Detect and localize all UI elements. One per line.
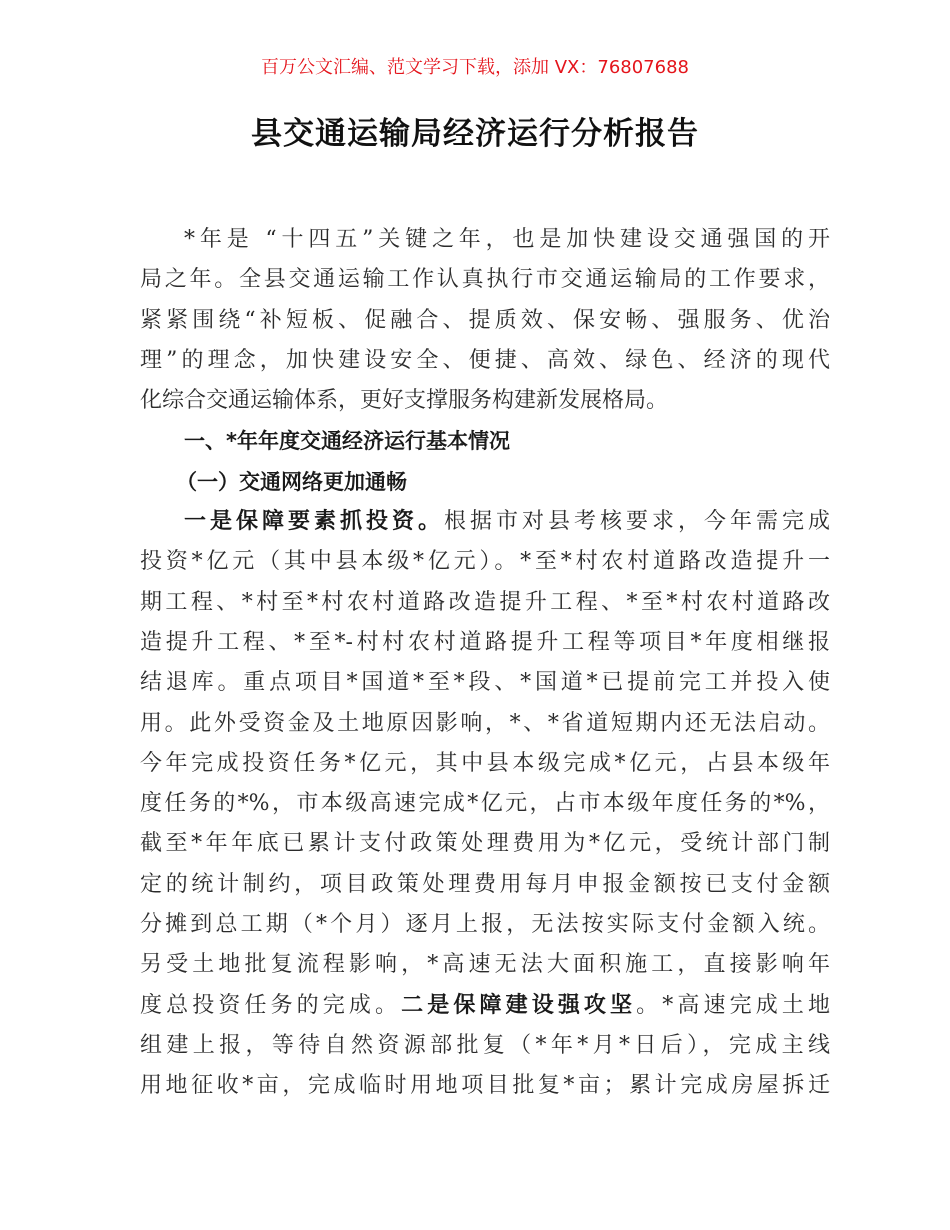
paragraph-line xyxy=(140,986,830,1026)
paragraph-line: 定的统计制约，项目政策处理费用每月申报金额按已支付金额 xyxy=(140,871,830,897)
watermark-banner: 百万公文汇编、范文学习下载，添加 VX：76807688 xyxy=(261,57,689,78)
paragraph-line: 组建上报，等待自然资源部批复（*年*月*日后），完成主线 xyxy=(140,1032,830,1058)
section-heading: 一、*年年度交通经济运行基本情况 xyxy=(184,429,510,454)
paragraph-line: 期工程、*村至*村农村道路改造提升工程、*至*村农村道路改 xyxy=(140,589,830,615)
point-lead: 二是保障建设强攻坚 xyxy=(401,992,637,1018)
document-title: 县交通运输局经济运行分析报告 xyxy=(251,116,699,152)
paragraph-line: 今年完成投资任务*亿元，其中县本级完成*亿元，占县本级年 xyxy=(140,750,830,776)
paragraph-line: 分摊到总工期（*个月）逐月上报，无法按实际支付金额入统。 xyxy=(140,912,830,938)
paragraph-line: 理”的理念，加快建设安全、便捷、高效、绿色、经济的现代 xyxy=(140,347,830,373)
paragraph-line: *年是 “十四五”关键之年，也是加快建设交通强国的开 xyxy=(184,227,830,252)
paragraph-line: 紧紧围绕“补短板、促融合、提质效、保安畅、强服务、优治 xyxy=(140,307,830,333)
point-text: 。*高速完成土地 xyxy=(636,992,830,1018)
paragraph-line: 截至*年年底已累计支付政策处理费用为*亿元，受统计部门制 xyxy=(140,831,830,857)
paragraph-line: 局之年。全县交通运输工作认真执行市交通运输局的工作要求， xyxy=(140,267,830,293)
point-text: 根据市对县考核要求，今年需完成 xyxy=(444,509,830,535)
paragraph-line: 用。此外受资金及土地原因影响，*、*省道短期内还无法启动。 xyxy=(140,710,830,736)
paragraph-line: 造提升工程、*至*-村村农村道路提升工程等项目*年度相继报 xyxy=(140,629,830,655)
subsection-heading: （一）交通网络更加通畅 xyxy=(176,469,407,494)
paragraph-line: 结退库。重点项目*国道*至*段、*国道*已提前完工并投入使 xyxy=(140,670,830,696)
point-lead: 一是保障要素抓投资。 xyxy=(184,509,444,535)
paragraph-line: 化综合交通运输体系，更好支撑服务构建新发展格局。 xyxy=(140,388,669,414)
paragraph-line: 度任务的*%，市本级高速完成*亿元，占市本级年度任务的*%， xyxy=(140,791,830,817)
paragraph-line: 用地征收*亩，完成临时用地项目批复*亩；累计完成房屋拆迁 xyxy=(140,1073,830,1099)
document-body xyxy=(140,220,830,1107)
paragraph-line xyxy=(140,502,830,542)
paragraph-line: 另受土地批复流程影响，*高速无法大面积施工，直接影响年 xyxy=(140,952,830,978)
paragraph-line: 投资*亿元（其中县本级*亿元）。*至*村农村道路改造提升一 xyxy=(140,549,830,575)
point-text: 度总投资任务的完成。 xyxy=(140,992,402,1018)
